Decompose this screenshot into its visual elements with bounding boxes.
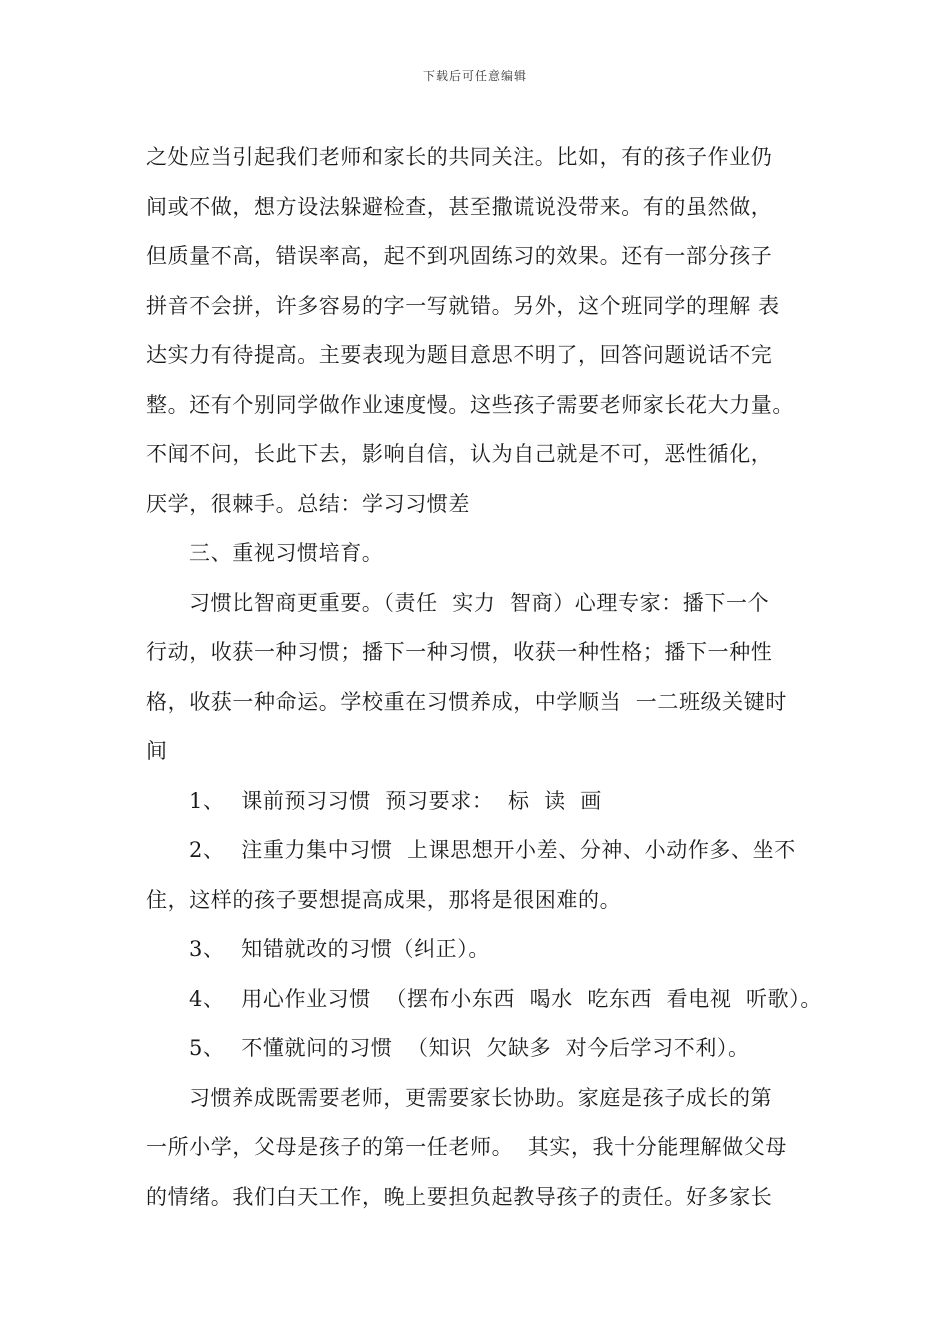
- paragraph-line: 习惯养成既需要老师，更需要家长协助。家庭是孩子成长的第: [189, 1085, 773, 1110]
- list-item-continuation: 住，这样的孩子要想提高成果，那将是很困难的。: [146, 887, 622, 912]
- list-item: [146, 975, 836, 1025]
- list-item: [146, 925, 836, 975]
- paragraph-line: 整。还有个别同学做作业速度慢。这些孩子需要老师家长花大力量。: [146, 392, 794, 417]
- list-item-text: 知错就改的习惯（纠正）。: [234, 937, 490, 961]
- paragraph-line: 间或不做，想方设法躲避检查，甚至撒谎说没带来。有的虽然做，: [146, 194, 773, 219]
- document-body: [146, 133, 836, 1222]
- paragraph-line: 间: [146, 739, 168, 763]
- list-item-text: 不懂就问的习惯 （知识 欠缺多 对今后学习不利）。: [234, 1036, 750, 1060]
- paragraph-line: 行动，收获一种习惯；播下一种习惯，收获一种性格；播下一种性: [146, 640, 773, 664]
- paragraph-line: 的情绪。我们白天工作，晚上要担负起教导孩子的责任。好多家长: [146, 1184, 773, 1209]
- list-item-number: 2、: [189, 838, 225, 862]
- paragraph-line: 但质量不高，错误率高，起不到巩固练习的效果。还有一部分孩子: [146, 244, 773, 268]
- list-item-number: 1、: [189, 788, 225, 813]
- list-item-text: 课前预习习惯 预习要求： 标 读 画: [234, 788, 602, 813]
- list-item-number: 5、: [189, 1036, 225, 1060]
- list-item-number: 4、: [189, 986, 225, 1011]
- list-item-text: 注重力集中习惯 上课思想开小差、分神、小动作多、坐不: [234, 838, 796, 862]
- paragraph-line: 习惯比智商更重要。（责任 实力 智商）心理专家：播下一个: [189, 590, 770, 615]
- section-heading: 三、重视习惯培育。: [189, 541, 384, 565]
- list-item: [146, 826, 836, 876]
- paragraph-line: 厌学，很棘手。总结：学习习惯差: [146, 491, 470, 516]
- list-item: [146, 777, 836, 827]
- paragraph-line: 格，收获一种命运。学校重在习惯养成，中学顺当 一二班级关键时: [146, 689, 787, 714]
- list-item-number: 3、: [189, 937, 225, 961]
- paragraph-line: 之处应当引起我们老师和家长的共同关注。比如，有的孩子作业仍: [146, 145, 773, 169]
- list-item-text: 用心作业习惯 （摆布小东西 喝水 吃东西 看电视 听歌）。: [234, 986, 822, 1011]
- page-header: 下载后可任意编辑: [422, 69, 527, 83]
- paragraph-line: 不闻不问，长此下去，影响自信，认为自己就是不可，恶性循化，: [146, 442, 773, 466]
- paragraph-line: 拼音不会拼，许多容易的字一写就错。另外，这个班同学的理解 表: [146, 293, 780, 318]
- paragraph-line: 达实力有待提高。主要表现为题目意思不明了，回答问题说话不完: [146, 343, 773, 367]
- paragraph-line: 一所小学，父母是孩子的第一任老师。 其实，我十分能理解做父母: [146, 1135, 787, 1159]
- list-item: [146, 1024, 836, 1074]
